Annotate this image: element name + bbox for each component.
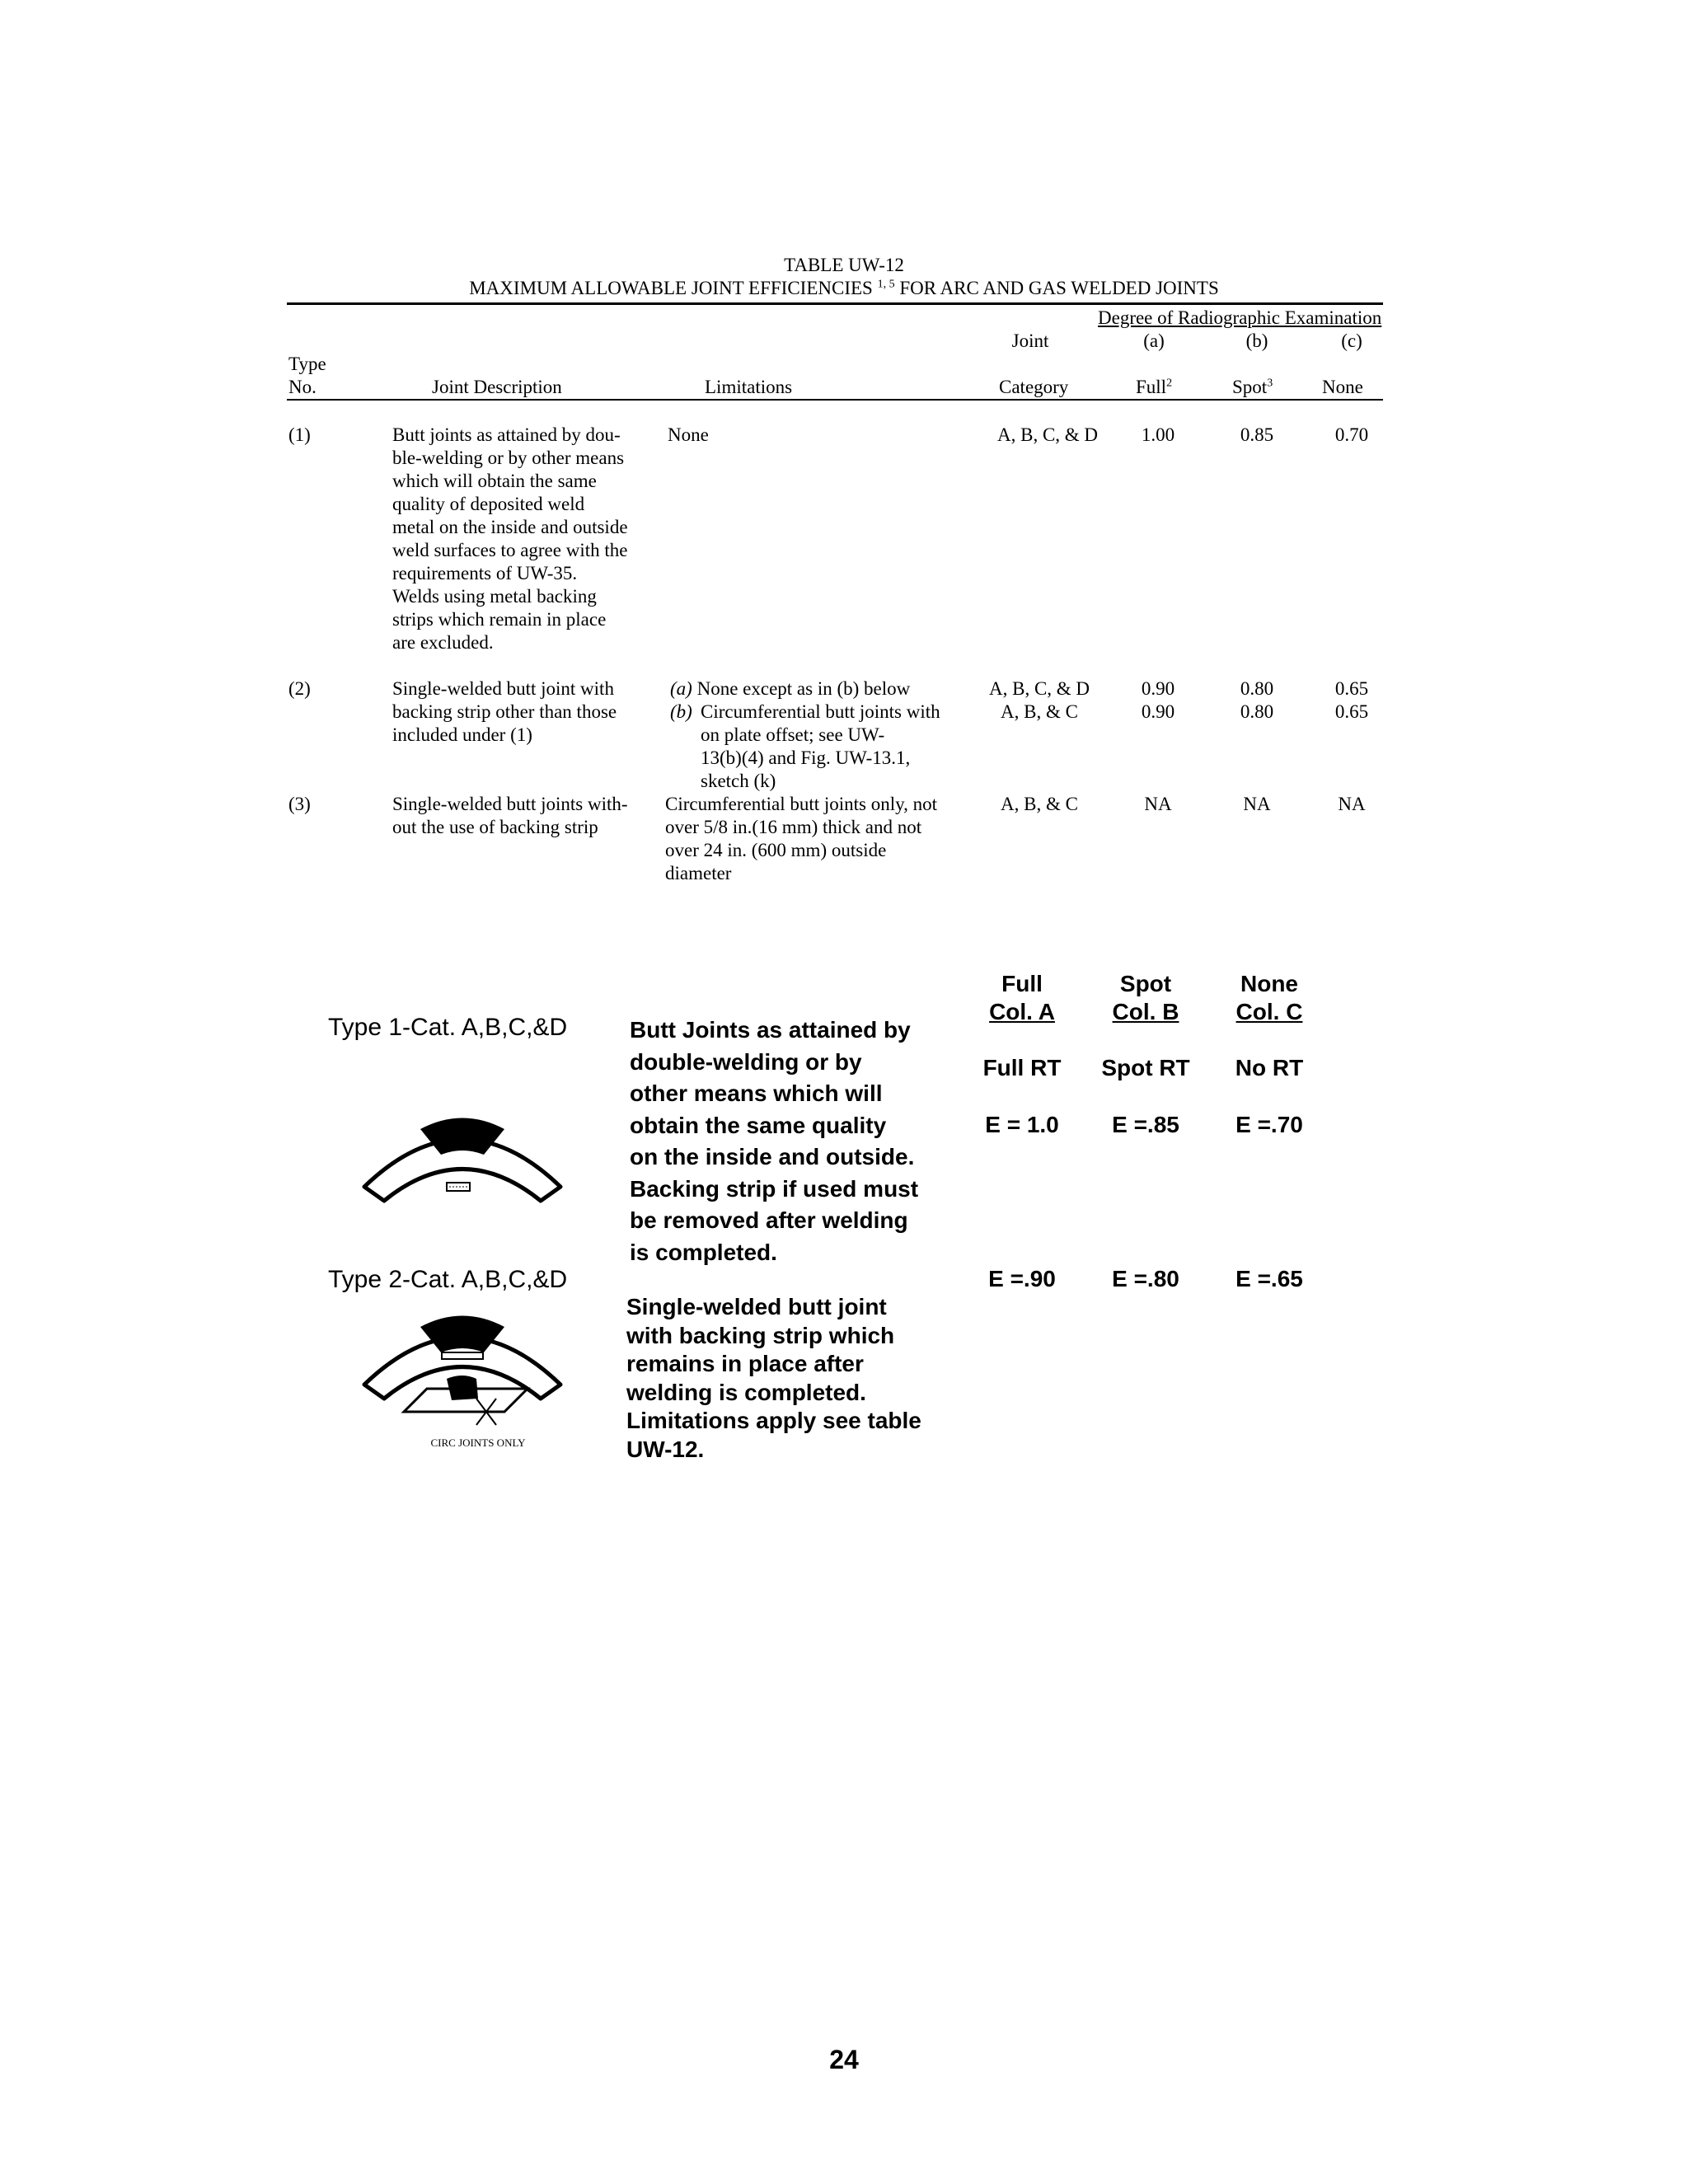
- header-type: Type: [288, 354, 326, 374]
- col-b-e2: E =.80: [1112, 1266, 1179, 1291]
- row2a-category: A, B, C, & D: [989, 678, 1090, 699]
- col-c-e1: E =.70: [1236, 1112, 1303, 1137]
- header-bottom-rule: [287, 399, 1383, 401]
- row2-limitation-b-label: [670, 701, 692, 724]
- row2a-spot: 0.80: [1240, 678, 1274, 699]
- header-col-a: (a): [1143, 330, 1165, 351]
- backing-strip-2: [442, 1352, 483, 1359]
- header-col-b: (b): [1245, 330, 1268, 351]
- row2-description: Single-welded butt joint with backing strip other than those included under (1): [392, 678, 617, 745]
- row2b-none: 0.65: [1334, 701, 1369, 722]
- row3-limitations: Circumferential butt joints only, not over 5/8 in.(16 mm) thick and not over 24 in. (600 mm) outside diameter: [665, 794, 938, 883]
- row2-limitation-a: [670, 677, 910, 701]
- type2-weld-sketch: [354, 1306, 570, 1446]
- col-c-e2: E =.65: [1236, 1266, 1303, 1291]
- type1-label: Type 1-Cat. A,B,C,&D: [328, 1014, 568, 1041]
- col-b-rt: Spot RT: [1101, 1055, 1190, 1080]
- row1-spot: 0.85: [1240, 424, 1274, 445]
- header-spot-footnote: 3: [1267, 377, 1273, 390]
- row2a-none: 0.65: [1334, 678, 1369, 699]
- col-c-bottom: Col. C: [1236, 999, 1303, 1024]
- page-number: 24: [829, 2045, 859, 2074]
- col-a-heading: [973, 970, 1071, 1026]
- header-no: No.: [288, 377, 316, 397]
- header-description: Joint Description: [432, 377, 562, 397]
- row2b-spot: 0.80: [1240, 701, 1274, 722]
- row2-lim-a-text: None except as in (b) below: [696, 678, 911, 699]
- header-full: [1136, 376, 1172, 399]
- row1-none: 0.70: [1334, 424, 1369, 445]
- table-title: TABLE UW-12: [784, 255, 904, 275]
- subtitle-post: FOR ARC AND GAS WELDED JOINTS: [899, 278, 1219, 298]
- type1-description: Butt Joints as attained by double-welding or by other means which will obtain the same quality on the inside and outside. Backing strip if used must be removed after welding is completed.: [630, 1017, 919, 1265]
- header-spot: [1232, 376, 1273, 399]
- col-c-heading: [1220, 970, 1319, 1026]
- col-c-top: None: [1240, 971, 1298, 996]
- header-joint: Joint: [1011, 330, 1049, 351]
- row3-category: A, B, & C: [1001, 794, 1078, 814]
- type1-weld-sketch: [354, 1108, 570, 1212]
- row1-description: Butt joints as attained by dou- ble-welding or by other means which will obtain the same quality of deposited weld metal on the inside and outside weld surfaces to agree with the requirements of UW-35. Welds using metal backing strips which remain in place are excluded.: [392, 424, 628, 653]
- row2-no: (2): [288, 678, 311, 699]
- col-a-top: Full: [1001, 971, 1043, 996]
- header-full-text: Full: [1136, 377, 1167, 397]
- subtitle-pre: MAXIMUM ALLOWABLE JOINT EFFICIENCIES: [469, 278, 873, 298]
- col-b-bottom: Col. B: [1112, 999, 1179, 1024]
- row1-limitations: None: [668, 424, 709, 445]
- row2b-full: 0.90: [1141, 701, 1175, 722]
- header-category: Category: [999, 377, 1069, 397]
- table-subtitle: [0, 277, 1688, 300]
- type2-description: Single-welded butt joint with backing strip which remains in place after welding is completed. Limitations apply see table UW-12.: [626, 1294, 921, 1462]
- row3-none: NA: [1338, 794, 1366, 814]
- row3-no: (3): [288, 794, 311, 814]
- table-top-rule: [287, 302, 1383, 305]
- row1-no: (1): [288, 424, 311, 445]
- row2b-category: A, B, & C: [1001, 701, 1078, 722]
- row3-description: Single-welded butt joints with- out the use of backing strip: [392, 794, 628, 837]
- subtitle-footnote: 1, 5: [877, 278, 895, 291]
- header-spot-text: Spot: [1232, 377, 1268, 397]
- row2a-full: 0.90: [1141, 678, 1175, 699]
- sketch-caption: CIRC JOINTS ONLY: [430, 1436, 526, 1449]
- header-col-c: (c): [1341, 330, 1362, 351]
- row3-spot: NA: [1243, 794, 1271, 814]
- row1-category: A, B, C, & D: [997, 424, 1099, 445]
- row2-lim-a-label: (a): [670, 678, 692, 699]
- type2-label: Type 2-Cat. A,B,C,&D: [328, 1266, 568, 1293]
- header-full-footnote: 2: [1166, 377, 1173, 390]
- col-b-heading: [1096, 970, 1195, 1026]
- weld-bead-small: [447, 1376, 478, 1400]
- col-b-e1: E =.85: [1112, 1112, 1179, 1137]
- col-b-top: Spot: [1119, 971, 1172, 996]
- row3-full: NA: [1144, 794, 1172, 814]
- header-limitations: Limitations: [705, 377, 793, 397]
- row2-lim-b-label: (b): [670, 701, 692, 722]
- row1-full: 1.00: [1141, 424, 1175, 445]
- header-none: None: [1322, 377, 1363, 397]
- col-a-e1: E = 1.0: [985, 1112, 1059, 1137]
- col-c-rt: No RT: [1235, 1055, 1304, 1080]
- col-a-e2: E =.90: [988, 1266, 1056, 1291]
- col-a-rt: Full RT: [982, 1055, 1062, 1080]
- header-degree: Degree of Radiographic Examination: [1098, 307, 1382, 328]
- row2-limitation-b: Circumferential butt joints with on plate offset; see UW- 13(b)(4) and Fig. UW-13.1, sketch (k): [701, 701, 940, 791]
- col-a-bottom: Col. A: [989, 999, 1055, 1024]
